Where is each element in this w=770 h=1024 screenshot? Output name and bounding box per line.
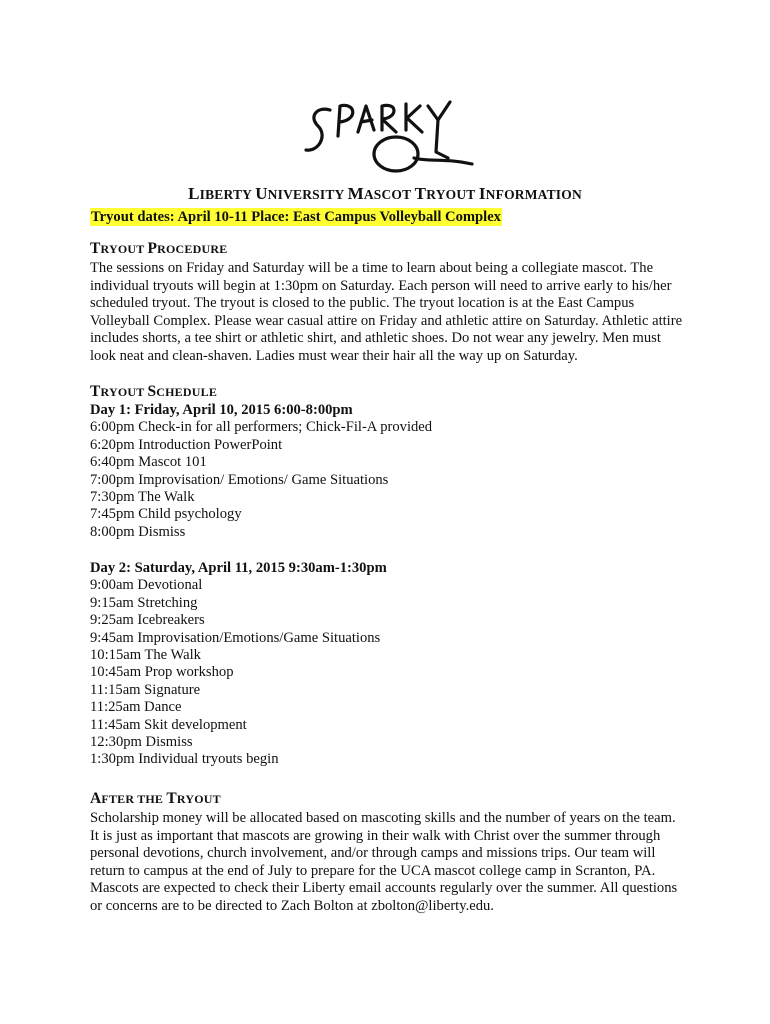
schedule-heading: TRYOUT SCHEDULE <box>90 383 218 400</box>
after-line: personal devotions, church involvement, and/or through camps and missions trips. Our team will <box>90 845 656 862</box>
after-paragraph <box>90 810 690 916</box>
schedule-item: 7:30pm The Walk <box>90 489 195 506</box>
schedule-item: 10:45am Prop workshop <box>90 664 234 681</box>
procedure-line: look neat and clean-shaven. Ladies must wear their hair all the way up on Saturday. <box>90 347 578 364</box>
procedure-line: Volleyball Complex. Please wear casual attire on Friday and athletic attire on Saturday. Athletic attire <box>90 312 683 329</box>
schedule-item: 11:25am Dance <box>90 699 182 716</box>
tryout-dates-highlight: Tryout dates: April 10-11 Place: East Campus Volleyball Complex <box>91 209 501 225</box>
day1-schedule <box>90 402 690 541</box>
procedure-paragraph <box>90 260 690 366</box>
procedure-line: scheduled tryout. The tryout is closed to the public. The tryout location is at the East Campus <box>90 295 635 312</box>
after-line: Scholarship money will be allocated based on mascoting skills and the number of years on the team. <box>90 810 676 826</box>
schedule-item: 8:00pm Dismiss <box>90 523 186 540</box>
schedule-item: 1:30pm Individual tryouts begin <box>90 751 279 768</box>
schedule-item: 9:00am Devotional <box>90 577 203 594</box>
schedule-item: 9:45am Improvisation/Emotions/Game Situations <box>90 629 381 646</box>
schedule-item: 10:15am The Walk <box>90 647 201 664</box>
procedure-line: includes shorts, a tee shirt or athletic shirt, and athletic shoes. Do not wear any jewelry. Men must <box>90 330 661 347</box>
schedule-item: 9:25am Icebreakers <box>90 612 205 629</box>
sparky-logo <box>296 92 476 182</box>
procedure-line: individual tryouts will begin at 1:30pm on Saturday. Each person will need to arrive early to his/her <box>90 277 672 294</box>
schedule-item: 6:40pm Mascot 101 <box>90 454 207 471</box>
schedule-item: 6:00pm Check-in for all performers; Chick-Fil-A provided <box>90 419 433 436</box>
schedule-item: 7:00pm Improvisation/ Emotions/ Game Situations <box>90 471 389 488</box>
schedule-item: 11:15am Signature <box>90 681 201 698</box>
procedure-line: The sessions on Friday and Saturday will be a time to learn about being a collegiate mascot. The <box>90 260 654 276</box>
schedule-item: 7:45pm Child psychology <box>90 506 242 523</box>
day2-title: Day 2: Saturday, April 11, 2015 9:30am-1:30pm <box>90 560 387 576</box>
schedule-item: 9:15am Stretching <box>90 594 198 611</box>
schedule-item: 11:45am Skit development <box>90 716 247 733</box>
after-heading: AFTER THE TRYOUT <box>90 790 221 807</box>
day2-schedule <box>90 560 690 769</box>
document-title: LIBERTY UNIVERSITY MASCOT TRYOUT INFORMATION <box>188 184 582 203</box>
day1-title: Day 1: Friday, April 10, 2015 6:00-8:00pm <box>90 402 353 418</box>
schedule-item: 6:20pm Introduction PowerPoint <box>90 436 283 453</box>
after-line: Mascots are expected to check their Liberty email accounts regularly over the summer. All questions <box>90 880 678 897</box>
schedule-item: 12:30pm Dismiss <box>90 734 193 751</box>
after-line: or concerns are to be directed to Zach Bolton at zbolton@liberty.edu. <box>90 897 494 914</box>
after-line: return to campus at the end of July to prepare for the UCA mascot college camp in Scranton, PA. <box>90 862 656 879</box>
after-line: It is just as important that mascots are growing in their walk with Christ over the summer through <box>90 827 661 844</box>
procedure-heading: TRYOUT PROCEDURE <box>90 240 228 257</box>
